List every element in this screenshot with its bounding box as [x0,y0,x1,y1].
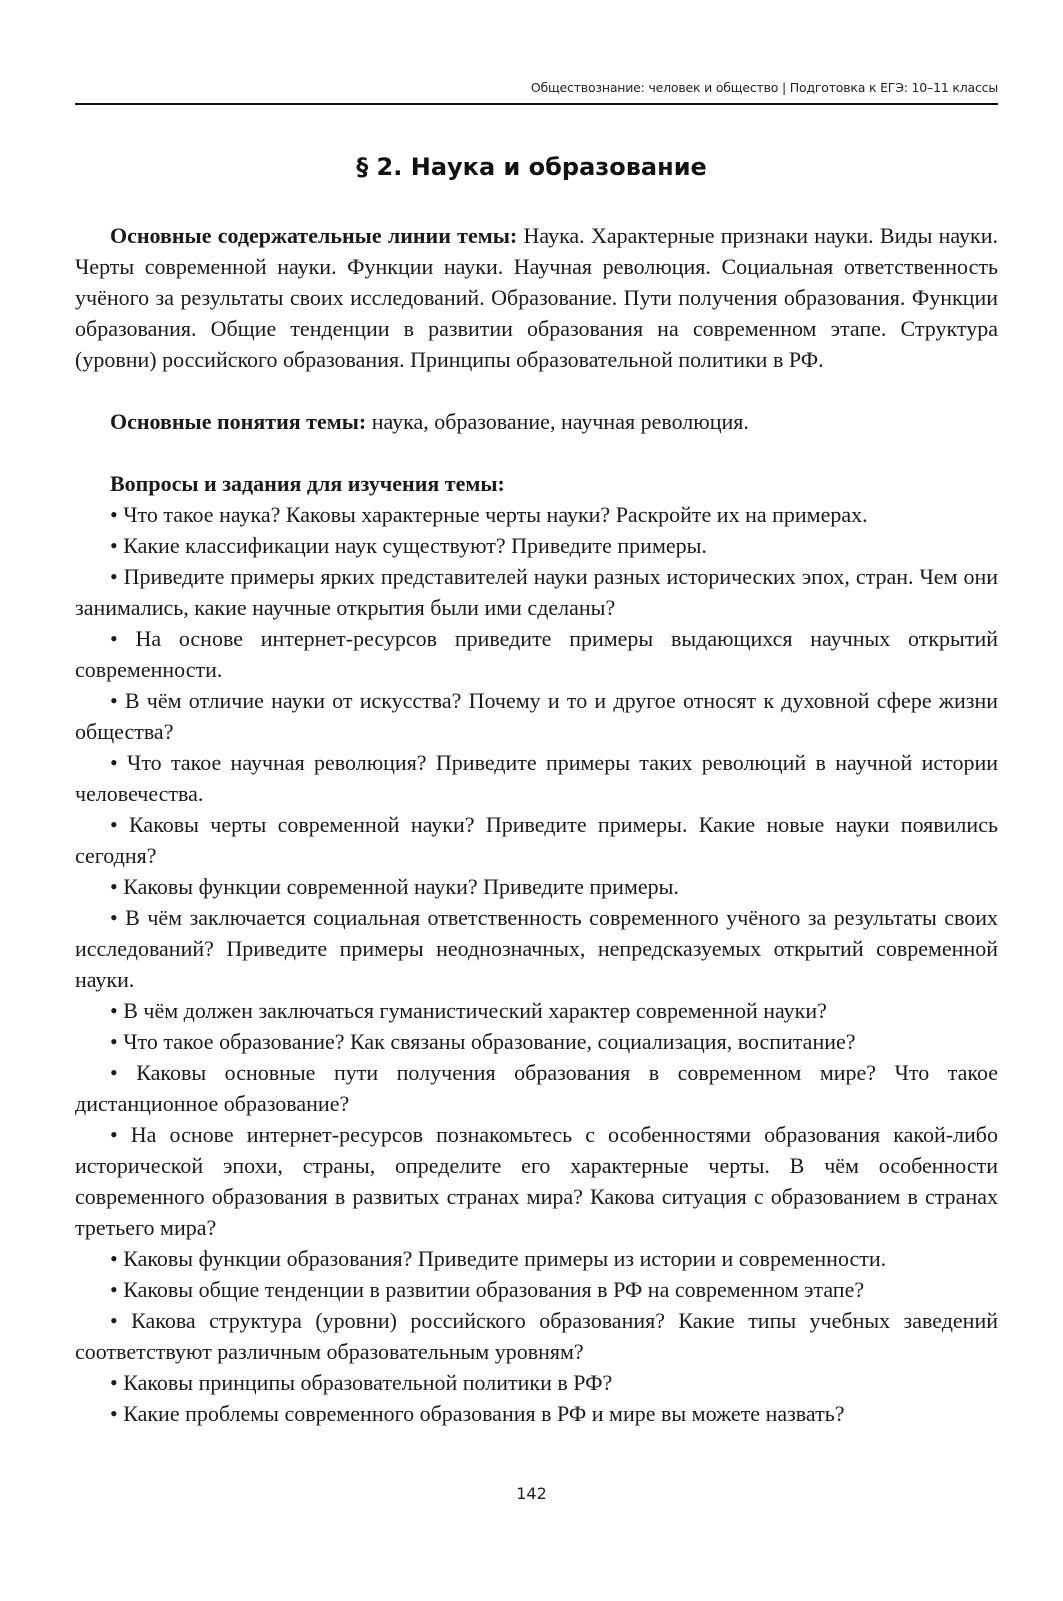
page-number: 142 [516,1484,547,1503]
running-header: Обществознание: человек и общество | Подготовка к ЕГЭ: 10–11 классы [530,80,998,95]
question-item: • Каковы функции современной науки? Приведите примеры. [110,874,679,899]
question-item: • В чём должен заключаться гуманистический характер современной науки? [110,998,827,1023]
question-item: • Какие классификации наук существуют? Приведите примеры. [110,533,707,558]
content-lines-label: Основные содержательные линии темы: [110,223,518,248]
page-content [75,220,998,1429]
question-item: • Каковы черты современной науки? Приведите примеры. Какие новые науки появились сегодня? [75,812,998,868]
question-item: • Каковы функции образования? Приведите примеры из истории и современности. [110,1246,887,1271]
concepts-text: наука, образование, научная революция. [371,409,749,434]
question-item: • Что такое образование? Как связаны образование, социализация, воспитание? [110,1029,856,1054]
questions-list [75,499,998,1429]
concepts-paragraph [75,406,998,437]
question-item: • Каковы основные пути получения образования в современном мире? Что такое дистанционное образование? [75,1060,998,1116]
content-lines-text: Наука. Характерные признаки науки. Виды науки. Черты современной науки. Функции науки. Научная революция. Социальная ответственность учёного за результаты своих исследований. Образование. Пути получения образования. Функции образования. Общие тенденции в развитии образования на современном этапе. Структура (уровни) российского образования. Принципы образовательной политики в РФ. [75,223,999,372]
question-item: • На основе интернет-ресурсов приведите примеры выдающихся научных открытий современности. [75,626,998,682]
question-item: • На основе интернет-ресурсов познакомьтесь с особенностями образования какой-либо исторической эпохи, страны, определите его характерные черты. В чём особенности современного образования в развитых странах мира? Какова ситуация с образованием в странах третьего мира? [75,1122,998,1240]
question-item: • Каковы общие тенденции в развитии образования в РФ на современном этапе? [110,1277,865,1302]
question-item: • Какова структура (уровни) российского образования? Какие типы учебных заведений соответствуют различным образовательным уровням? [75,1308,998,1364]
question-item: • Что такое наука? Каковы характерные черты науки? Раскройте их на примерах. [110,502,868,527]
header-rule [75,103,998,105]
question-item: • В чём отличие науки от искусства? Почему и то и другое относят к духовной сфере жизни общества? [75,688,998,744]
content-lines-paragraph [75,220,998,375]
concepts-label: Основные понятия темы: [110,409,367,434]
question-item: • В чём заключается социальная ответственность современного учёного за результаты своих исследований? Приведите примеры неоднозначных, непредсказуемых открытий современной науки. [75,905,998,992]
question-item: • Каковы принципы образовательной политики в РФ? [110,1370,613,1395]
questions-heading: Вопросы и задания для изучения темы: [110,471,505,496]
section-title: § 2. Наука и образование [356,153,707,181]
question-item: • Какие проблемы современного образования в РФ и мире вы можете назвать? [110,1401,845,1426]
question-item: • Что такое научная революция? Приведите примеры таких революций в научной истории человечества. [75,750,998,806]
question-item: • Приведите примеры ярких представителей науки разных исторических эпох, стран. Чем они занимались, какие научные открытия были ими сделаны? [75,564,998,620]
